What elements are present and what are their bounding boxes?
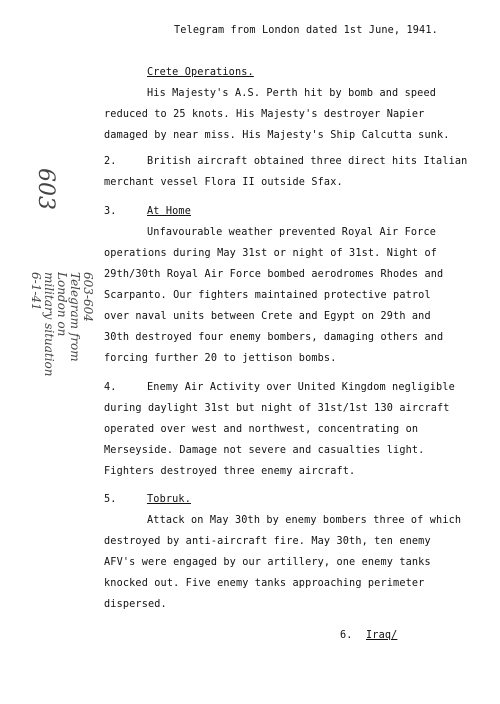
section-5-number: 5. [104, 494, 117, 505]
handwritten-page-number: 603 [33, 168, 58, 210]
telegram-header: Telegram from London dated 1st June, 1941. [174, 25, 438, 36]
handwritten-note-line-3: London on [55, 272, 69, 337]
section-3-line-2: operations during May 31st or night of 31st. Night of [104, 248, 438, 259]
section-5-line-1: Attack on May 30th by enemy bombers three of which [147, 515, 462, 526]
section-5-line-5: dispersed. [104, 599, 167, 610]
section-1-line-2: reduced to 25 knots. His Majesty's destroyer Napier [104, 109, 425, 120]
section-4-line-5: Fighters destroyed three enemy aircraft. [104, 466, 356, 477]
section-3-line-1: Unfavourable weather prevented Royal Air Force [147, 227, 437, 238]
section-2-line-1: British aircraft obtained three direct hits Italian [147, 156, 468, 167]
section-2-number: 2. [104, 156, 117, 167]
section-4-number: 4. [104, 382, 117, 393]
handwritten-note-line-2: Telegram from [68, 272, 82, 362]
section-3-line-6: 30th destroyed four enemy bombers, damaging others and [104, 332, 444, 343]
section-3-line-4: Scarpanto. Our fighters maintained protective patrol [104, 290, 431, 301]
section-3-line-3: 29th/30th Royal Air Force bombed aerodromes Rhodes and [104, 269, 444, 280]
footer-next-section: Iraq/ [366, 630, 398, 641]
section-5-title: Tobruk. [147, 494, 191, 505]
section-4-line-3: operated over west and northwest, concentrating on [104, 424, 419, 435]
section-1-line-3: damaged by near miss. His Majesty's Ship Calcutta sunk. [104, 130, 450, 141]
handwritten-note [29, 272, 94, 377]
footer-next-number: 6. [340, 630, 353, 641]
section-5-line-3: AFV's were engaged by our artillery, one enemy tanks [104, 557, 431, 568]
section-3-number: 3. [104, 206, 117, 217]
handwritten-note-line-5: 6-1-41 [29, 272, 43, 311]
handwritten-note-line-4: military situation [42, 272, 56, 377]
section-4-line-4: Merseyside. Damage not severe and casualties light. [104, 445, 425, 456]
section-1-title: Crete Operations. [147, 67, 254, 78]
section-2-line-2: merchant vessel Flora II outside Sfax. [104, 177, 343, 188]
section-3-title: At Home [147, 206, 191, 217]
section-3-line-5: over naval units between Crete and Egypt on 29th and [104, 311, 431, 322]
section-5-line-4: knocked out. Five enemy tanks approaching perimeter [104, 578, 425, 589]
section-5-line-2: destroyed by anti-aircraft fire. May 30th, ten enemy [104, 536, 431, 547]
section-3-line-7: forcing further 20 to jettison bombs. [104, 353, 337, 364]
section-4-line-1: Enemy Air Activity over United Kingdom negligible [147, 382, 455, 393]
section-4-line-2: during daylight 31st but night of 31st/1st 130 aircraft [104, 403, 450, 414]
handwritten-note-line-1: 603-604 [81, 272, 95, 322]
section-1-line-1: His Majesty's A.S. Perth hit by bomb and speed [147, 88, 437, 99]
